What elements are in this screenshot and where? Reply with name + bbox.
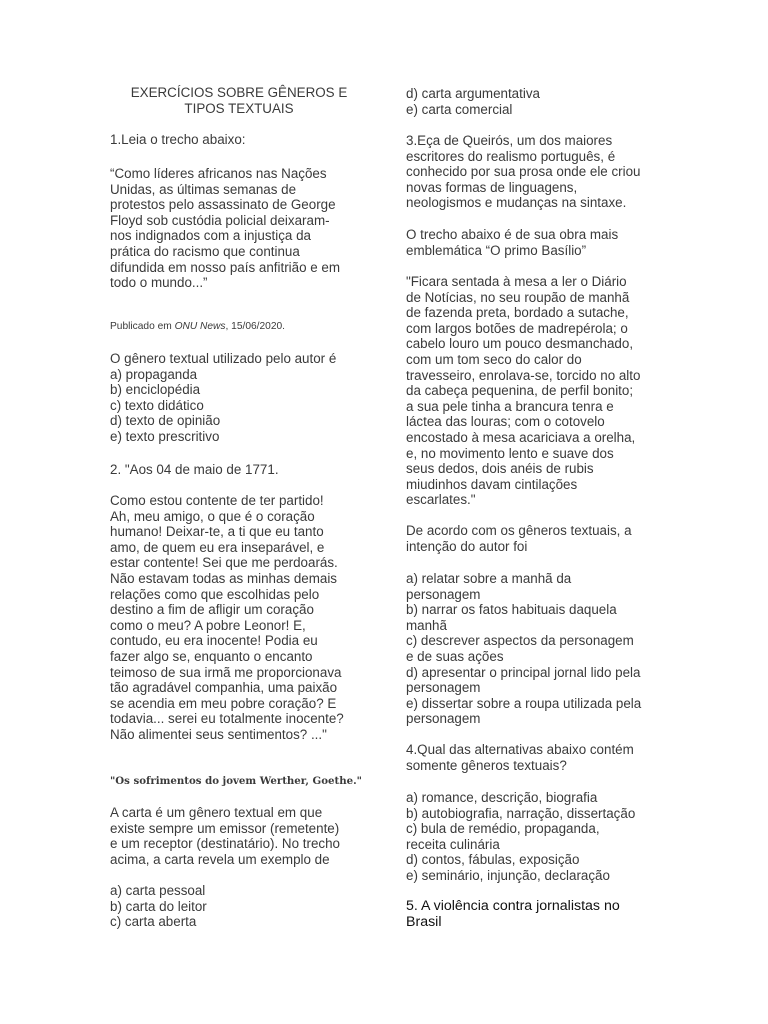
option: c) texto didático — [110, 397, 204, 413]
option: a) carta pessoal — [110, 883, 206, 898]
option: c) bula de remédio, propaganda, — [406, 821, 600, 837]
question-1-intro: 1.Leia o trecho abaixo: — [110, 132, 246, 147]
question-3-prompt: De acordo com os gêneros textuais, a intenção do autor foi — [406, 523, 632, 554]
option: a) propaganda — [110, 366, 198, 382]
question-3-lead: O trecho abaixo é de sua obra mais emblemática “O primo Basílio” — [406, 227, 619, 258]
option: c) descrever aspectos da personagem — [406, 633, 634, 649]
question-1-source: Publicado em ONU News, 15/06/2020. — [110, 321, 285, 332]
option: d) apresentar o principal jornal lido pela — [406, 664, 641, 680]
page-title: EXERCÍCIOS SOBRE GÊNEROS E TIPOS TEXTUAIS — [130, 85, 348, 116]
option: d) contos, fábulas, exposição — [406, 852, 580, 868]
question-1-quote: “Como líderes africanos nas Nações Unidas, as últimas semanas de protestos pelo assassinato de George Floyd sob custódia policial deixaram- nos indignados com a injustiça da prática do racismo que continua difundida em nosso país anfitrião e em todo o mundo...” — [110, 166, 341, 291]
question-3-options: a) relatar sobre a manhã da personagem b) narrar os fatos habituais daquela manhã c) descrever aspectos da personagem e de suas ações d) apresentar o principal jornal lido pela personagem e) dissertar sobre a roupa utilizada pela personagem — [406, 571, 664, 727]
question-1-prompt: O gênero textual utilizado pelo autor é a) propaganda b) enciclopédia c) texto didático d) texto de opinião e) texto prescritivo — [110, 351, 368, 445]
option: a) romance, descrição, biografia — [406, 790, 598, 805]
question-3-quote: "Ficara sentada à mesa a ler o Diário de Notícias, no seu roupão de manhã de fazenda preta, bordado a sutache, com largos botões de madrepérola; o cabelo louro um pouco desmanchado, com um tom seco do calor do travesseiro, enrolava-se, torcido no alto da cabeça pequenina, de perfil bonito; a sua pele tinha a brancura tenra e láctea das louras; com o cotovelo encostado à mesa acariciava a orelha, e, no movimento lento e suave dos seus dedos, dois anéis de rubis miudinhos davam cintilações escarlates." — [406, 274, 641, 508]
option: d) texto de opinião — [110, 413, 221, 429]
question-2-source: "Os sofrimentos do jovem Werther, Goethe." — [110, 775, 362, 787]
option: e) texto prescritivo — [110, 428, 220, 444]
option: b) carta do leitor — [110, 898, 207, 914]
question-5-title: 5. A violência contra jornalistas no Brasil — [406, 898, 620, 930]
option: d) carta argumentativa — [406, 86, 540, 101]
option: b) autobiografia, narração, dissertação — [406, 805, 636, 821]
question-2-options — [110, 883, 368, 930]
question-4-options: a) romance, descrição, biografia b) autobiografia, narração, dissertação c) bula de remédio, propaganda, receita culinária d) contos, fábulas, exposição e) seminário, injunção, declaração — [406, 790, 664, 884]
option: e) carta comercial — [406, 101, 513, 117]
question-4-prompt: 4.Qual das alternativas abaixo contém somente gêneros textuais? — [406, 742, 634, 773]
option: e) dissertar sobre a roupa utilizada pela — [406, 695, 642, 711]
question-2-options-continued — [406, 86, 664, 117]
option: b) narrar os fatos habituais daquela — [406, 602, 617, 618]
option: a) relatar sobre a manhã da — [406, 571, 572, 586]
option: c) carta aberta — [110, 914, 197, 930]
question-2-prompt: A carta é um gênero textual em que existe sempre um emissor (remetente) e um receptor (destinatário). No trecho acima, a carta revela um exemplo de — [110, 805, 340, 867]
option: e) seminário, injunção, declaração — [406, 867, 610, 883]
option: b) enciclopédia — [110, 382, 201, 398]
question-3-intro: 3.Eça de Queirós, um dos maiores escritores do realismo português, é conhecido por sua prosa onde ele criou novas formas de linguagens, neologismos e mudanças na sintaxe. — [406, 133, 641, 211]
question-2-intro: 2. "Aos 04 de maio de 1771. — [110, 462, 279, 477]
question-2-letter: Como estou contente de ter partido! Ah, meu amigo, o que é o coração humano! Deixar-te, a ti que eu tanto amo, de quem eu era inseparável, e estar contente! Sei que me perdoarás. Não estavam todas as minhas demais relações como que escolhidas pelo destino a fim de afligir um coração como o meu? A pobre Leonor! E, contudo, eu era inocente! Podia eu fazer algo se, enquanto o encanto teimoso de sua irmã me proporcionava tão agradável companhia, uma paixão se acendia em meu pobre coração? E todavia... serei eu totalmente inocente? Não alimentei seus sentimentos? ..." — [110, 493, 344, 742]
